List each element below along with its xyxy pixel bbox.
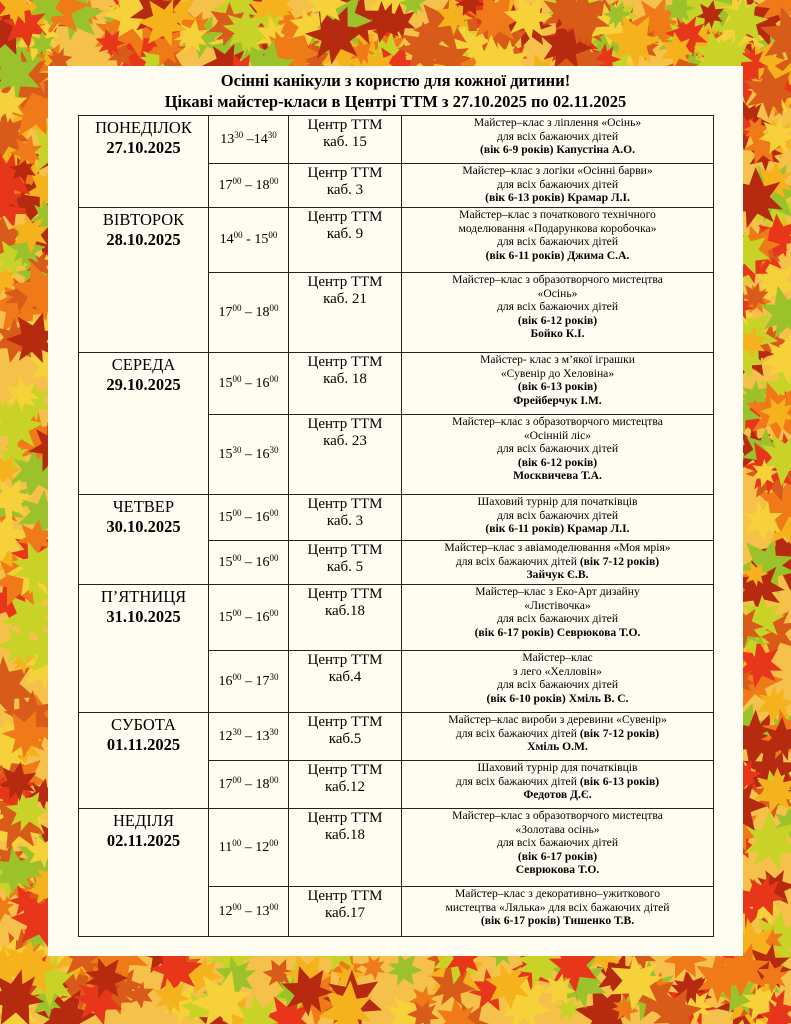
place-cell xyxy=(289,887,402,937)
description-line: «Золотава осінь» xyxy=(515,822,600,836)
description-line: Майстер–клас вироби з деревини «Сувенір» xyxy=(448,713,667,726)
teacher-name: Капустіна А.О. xyxy=(553,143,636,157)
end-hour: 16 xyxy=(255,375,270,391)
end-minute: 00 xyxy=(269,552,279,563)
end-hour: 13 xyxy=(255,728,270,744)
time-separator: – xyxy=(241,776,256,792)
audience-text: для всіх бажаючих дітей xyxy=(455,554,580,568)
end-hour: 18 xyxy=(255,776,270,792)
time-cell xyxy=(209,415,289,495)
page-title xyxy=(48,70,743,112)
description-line: Майстер–клас з образотворчого мистецтва xyxy=(452,415,663,428)
end-minute: 00 xyxy=(269,774,279,785)
end-hour: 16 xyxy=(255,554,270,570)
description-line: Шаховий турнір для початківців xyxy=(477,761,638,774)
time-separator: – xyxy=(241,554,256,570)
day-date: 28.10.2025 xyxy=(106,230,181,249)
description-line: Майстер–клас з ліплення «Осінь» xyxy=(473,116,642,129)
end-hour: 18 xyxy=(255,304,270,320)
start-hour: 15 xyxy=(218,509,233,525)
description-cell xyxy=(402,164,714,208)
end-hour: 14 xyxy=(253,131,268,147)
time-separator: – xyxy=(243,131,254,147)
day-cell xyxy=(79,713,209,809)
age-range: (вік 6-12 років) xyxy=(517,313,598,327)
day-cell xyxy=(79,585,209,713)
teacher-name: Бойко К.І. xyxy=(530,327,585,341)
time-cell xyxy=(209,116,289,164)
description-line: для всіх бажаючих дітей xyxy=(496,235,619,249)
time-separator: - xyxy=(242,232,255,247)
description-cell xyxy=(402,761,714,809)
place-cell xyxy=(289,273,402,353)
end-minute: 00 xyxy=(269,175,279,186)
end-hour: 16 xyxy=(255,609,270,625)
place-name: Центр ТТМ xyxy=(307,354,383,370)
description-line: Шаховий турнір для початківців xyxy=(477,495,638,508)
age-teacher-line xyxy=(404,626,711,640)
teacher-name: Фрейберчук І.М. xyxy=(513,393,602,407)
place-name: Центр ТТМ xyxy=(307,274,383,290)
age-teacher-line xyxy=(404,692,711,706)
place-cell xyxy=(289,541,402,585)
day-name: ПОНЕДІЛОК xyxy=(95,118,192,137)
end-hour: 18 xyxy=(255,177,270,193)
time-cell xyxy=(209,651,289,713)
room-number: каб.4 xyxy=(328,669,362,685)
start-hour: 15 xyxy=(218,554,233,570)
end-minute: 00 xyxy=(269,607,279,618)
age-line xyxy=(404,380,711,394)
time-cell xyxy=(209,164,289,208)
description-cell xyxy=(402,651,714,713)
end-minute: 30 xyxy=(269,444,279,455)
end-minute: 00 xyxy=(269,302,279,313)
description-cell xyxy=(402,809,714,887)
description-line: Майстер- клас з м’якої іграшки xyxy=(480,353,635,366)
time-separator: – xyxy=(241,446,256,462)
start-minute: 30 xyxy=(232,726,242,737)
start-hour: 17 xyxy=(218,776,233,792)
age-range: (вік 6-17 років) xyxy=(474,625,554,639)
age-teacher-line xyxy=(404,143,711,157)
description-cell xyxy=(402,585,714,651)
age-teacher-line xyxy=(404,249,711,263)
table-row xyxy=(79,713,714,761)
description-line: Майстер–клас з початкового технічного xyxy=(459,208,656,221)
time-separator: – xyxy=(241,673,256,689)
time-cell xyxy=(209,887,289,937)
start-minute: 30 xyxy=(234,129,244,140)
place-cell xyxy=(289,495,402,541)
start-minute: 00 xyxy=(232,507,242,518)
time-separator: – xyxy=(241,839,256,855)
place-cell xyxy=(289,761,402,809)
end-minute: 30 xyxy=(267,129,277,140)
day-date: 27.10.2025 xyxy=(106,138,181,157)
table-row xyxy=(79,495,714,541)
end-minute: 30 xyxy=(269,671,279,682)
place-name: Центр ТТМ xyxy=(307,714,383,730)
age-line xyxy=(404,727,711,741)
end-minute: 00 xyxy=(269,507,279,518)
start-hour: 15 xyxy=(218,446,233,462)
description-cell xyxy=(402,208,714,273)
place-name: Центр ТТМ xyxy=(307,117,383,133)
time-cell xyxy=(209,541,289,585)
room-number: каб. 3 xyxy=(326,182,364,198)
end-minute: 00 xyxy=(269,901,279,912)
description-line: для всіх бажаючих дітей xyxy=(496,177,619,191)
description-cell xyxy=(402,116,714,164)
description-line: для всіх бажаючих дітей xyxy=(496,508,619,522)
room-number: каб. 21 xyxy=(323,291,367,307)
description-line: Майстер–клас з образотворчого мистецтва xyxy=(452,273,663,286)
day-name: СУБОТА xyxy=(111,715,176,734)
start-minute: 30 xyxy=(232,444,242,455)
description-line: мистецтва «Лялька» для всіх бажаючих дітей xyxy=(445,900,670,914)
description-cell xyxy=(402,713,714,761)
age-range: (вік 6-13 років) xyxy=(579,774,660,788)
start-minute: 00 xyxy=(232,302,242,313)
age-range: (вік 6-12 років) xyxy=(517,455,598,469)
place-cell xyxy=(289,415,402,495)
description-cell xyxy=(402,415,714,495)
table-row xyxy=(79,116,714,164)
time-cell xyxy=(209,208,289,273)
end-hour: 13 xyxy=(255,903,270,919)
room-number: каб.17 xyxy=(324,905,366,921)
end-minute: 00 xyxy=(269,837,279,848)
age-range: (вік 6-9 років) xyxy=(479,143,554,157)
audience-text: для всіх бажаючих дітей xyxy=(455,774,580,788)
start-minute: 00 xyxy=(232,607,242,618)
place-name: Центр ТТМ xyxy=(307,416,383,432)
description-line: для всіх бажаючих дітей xyxy=(496,442,619,456)
age-range: (вік 6-17 років) xyxy=(517,849,598,863)
teacher-name: Крамар Л.І. xyxy=(564,191,630,205)
description-line: для всіх бажаючих дітей xyxy=(496,300,619,314)
time-separator: – xyxy=(241,509,256,525)
start-minute: 00 xyxy=(232,774,242,785)
day-name: П’ЯТНИЦЯ xyxy=(100,587,187,606)
description-line: «Листівочка» xyxy=(524,598,591,612)
room-number: каб. 5 xyxy=(326,559,364,575)
teacher-name: Хміль В. С. xyxy=(565,691,629,705)
day-name: ЧЕТВЕР xyxy=(112,497,175,516)
start-hour: 17 xyxy=(218,304,233,320)
day-name: СЕРЕДА xyxy=(111,355,176,374)
start-minute: 00 xyxy=(232,671,242,682)
day-date: 01.11.2025 xyxy=(106,735,181,754)
age-range: (вік 6-17 років) xyxy=(480,914,561,928)
start-minute: 00 xyxy=(232,901,242,912)
description-line: Майстер–клас з Еко-Арт дизайну xyxy=(475,585,640,598)
description-line: Майстер–клас з логіки «Осінні барви» xyxy=(462,164,653,177)
teacher-name: Севрюкова Т.О. xyxy=(553,625,641,639)
place-cell xyxy=(289,809,402,887)
title-line-1: Осінні канікули з користю для кожної дитини! xyxy=(220,71,571,90)
description-line: «Осінній ліс» xyxy=(523,428,592,442)
place-cell xyxy=(289,353,402,415)
description-cell xyxy=(402,495,714,541)
room-number: каб. 23 xyxy=(323,433,367,449)
age-range: (вік 6-13 років) xyxy=(517,380,598,394)
room-number: каб.12 xyxy=(324,779,366,795)
age-line xyxy=(404,456,711,470)
start-hour: 15 xyxy=(218,609,233,625)
time-separator: – xyxy=(241,177,256,193)
time-cell xyxy=(209,761,289,809)
description-line: з лего «Хелловін» xyxy=(513,664,602,678)
teacher-name: Федотов Д.Є. xyxy=(523,788,592,802)
description-line: моделювання «Подарункова коробочка» xyxy=(458,221,657,235)
age-teacher-line xyxy=(404,914,711,928)
age-line xyxy=(404,850,711,864)
room-number: каб. 3 xyxy=(326,513,364,529)
start-hour: 15 xyxy=(218,375,233,391)
teacher-name: Москвичева Т.А. xyxy=(513,469,602,483)
time-cell xyxy=(209,273,289,353)
table-row xyxy=(79,809,714,887)
start-hour: 12 xyxy=(218,903,233,919)
time-cell xyxy=(209,809,289,887)
day-date: 29.10.2025 xyxy=(106,375,181,394)
end-hour: 12 xyxy=(255,839,270,855)
start-hour: 16 xyxy=(218,673,233,689)
room-number: каб.5 xyxy=(328,731,362,747)
place-name: Центр ТТМ xyxy=(307,810,383,826)
place-cell xyxy=(289,585,402,651)
teacher-name: Крамар Л.І. xyxy=(564,522,630,536)
teacher-name: Хміль О.М. xyxy=(527,740,588,754)
description-cell xyxy=(402,353,714,415)
end-hour: 15 xyxy=(254,232,269,247)
start-hour: 17 xyxy=(218,177,233,193)
description-line: для всіх бажаючих дітей xyxy=(496,129,619,143)
description-line: «Осінь» xyxy=(537,286,578,300)
title-line-2: Цікаві майстер-класи в Центрі ТТМ з 27.10.2025 по 02.11.2025 xyxy=(164,92,627,111)
table-row xyxy=(79,585,714,651)
description-line: «Сувенір до Хеловіна» xyxy=(500,366,615,380)
start-hour: 13 xyxy=(220,131,235,147)
room-number: каб. 18 xyxy=(323,371,367,387)
day-date: 30.10.2025 xyxy=(106,517,181,536)
teacher-name: Зайчук Є.В. xyxy=(526,568,589,582)
start-hour: 11 xyxy=(218,839,233,855)
day-cell xyxy=(79,353,209,495)
description-line: для всіх бажаючих дітей xyxy=(496,678,619,692)
end-hour: 17 xyxy=(255,673,270,689)
description-cell xyxy=(402,541,714,585)
time-separator: – xyxy=(241,728,256,744)
place-name: Центр ТТМ xyxy=(307,652,383,668)
time-separator: – xyxy=(241,903,256,919)
age-line xyxy=(404,314,711,328)
time-separator: – xyxy=(241,304,256,320)
schedule-table xyxy=(78,115,714,937)
age-teacher-line xyxy=(404,191,711,205)
teacher-name: Тишенко Т.В. xyxy=(560,914,635,928)
time-cell xyxy=(209,585,289,651)
time-cell xyxy=(209,495,289,541)
day-cell xyxy=(79,208,209,353)
place-cell xyxy=(289,164,402,208)
place-cell xyxy=(289,208,402,273)
day-cell xyxy=(79,809,209,937)
description-cell xyxy=(402,887,714,937)
day-cell xyxy=(79,495,209,585)
age-range: (вік 6-11 років) xyxy=(485,248,565,262)
age-teacher-line xyxy=(404,522,711,536)
description-cell xyxy=(402,273,714,353)
room-number: каб.18 xyxy=(324,603,366,619)
day-name: ВІВТОРОК xyxy=(102,210,185,229)
teacher-name: Джима С.А. xyxy=(564,248,630,262)
end-hour: 16 xyxy=(255,446,270,462)
place-name: Центр ТТМ xyxy=(307,496,383,512)
place-cell xyxy=(289,713,402,761)
place-name: Центр ТТМ xyxy=(307,762,383,778)
age-line xyxy=(404,775,711,789)
day-name: НЕДІЛЯ xyxy=(113,811,174,830)
place-name: Центр ТТМ xyxy=(307,888,383,904)
description-line: для всіх бажаючих дітей xyxy=(496,836,619,850)
start-minute: 00 xyxy=(232,373,242,384)
age-range: (вік 6-10 років) xyxy=(486,691,566,705)
start-minute: 00 xyxy=(232,552,242,563)
place-name: Центр ТТМ xyxy=(307,165,383,181)
description-line: Майстер–клас xyxy=(522,651,593,664)
start-minute: 00 xyxy=(232,175,242,186)
start-hour: 14 xyxy=(219,232,234,247)
place-name: Центр ТТМ xyxy=(307,209,383,225)
time-separator: – xyxy=(241,375,256,391)
end-hour: 16 xyxy=(255,509,270,525)
end-minute: 30 xyxy=(269,726,279,737)
teacher-name: Севрюкова Т.О. xyxy=(515,863,600,877)
end-minute: 00 xyxy=(268,230,278,240)
room-number: каб.18 xyxy=(324,827,366,843)
room-number: каб. 15 xyxy=(323,134,367,150)
description-line: Майстер–клас з авіамоделювання «Моя мрія» xyxy=(444,541,671,554)
time-cell xyxy=(209,713,289,761)
age-range: (вік 7-12 років) xyxy=(579,726,660,740)
age-range: (вік 7-12 років) xyxy=(579,554,660,568)
place-name: Центр ТТМ xyxy=(307,542,383,558)
start-minute: 00 xyxy=(232,837,242,848)
end-minute: 00 xyxy=(269,373,279,384)
description-line: Майстер–клас з образотворчого мистецтва xyxy=(452,809,663,822)
day-date: 31.10.2025 xyxy=(106,607,181,626)
place-name: Центр ТТМ xyxy=(307,586,383,602)
age-range: (вік 6-11 років) xyxy=(485,522,565,536)
table-row xyxy=(79,353,714,415)
description-line: Майстер–клас з декоративно–ужиткового xyxy=(455,887,660,900)
room-number: каб. 9 xyxy=(326,226,364,242)
day-date: 02.11.2025 xyxy=(106,831,181,850)
time-cell xyxy=(209,353,289,415)
place-cell xyxy=(289,651,402,713)
age-line xyxy=(404,555,711,569)
start-minute: 00 xyxy=(233,230,243,240)
table-row xyxy=(79,208,714,273)
time-separator: – xyxy=(241,609,256,625)
age-range: (вік 6-13 років) xyxy=(485,191,565,205)
audience-text: для всіх бажаючих дітей xyxy=(455,726,580,740)
place-cell xyxy=(289,116,402,164)
description-line: для всіх бажаючих дітей xyxy=(496,612,619,626)
start-hour: 12 xyxy=(218,728,233,744)
day-cell xyxy=(79,116,209,208)
